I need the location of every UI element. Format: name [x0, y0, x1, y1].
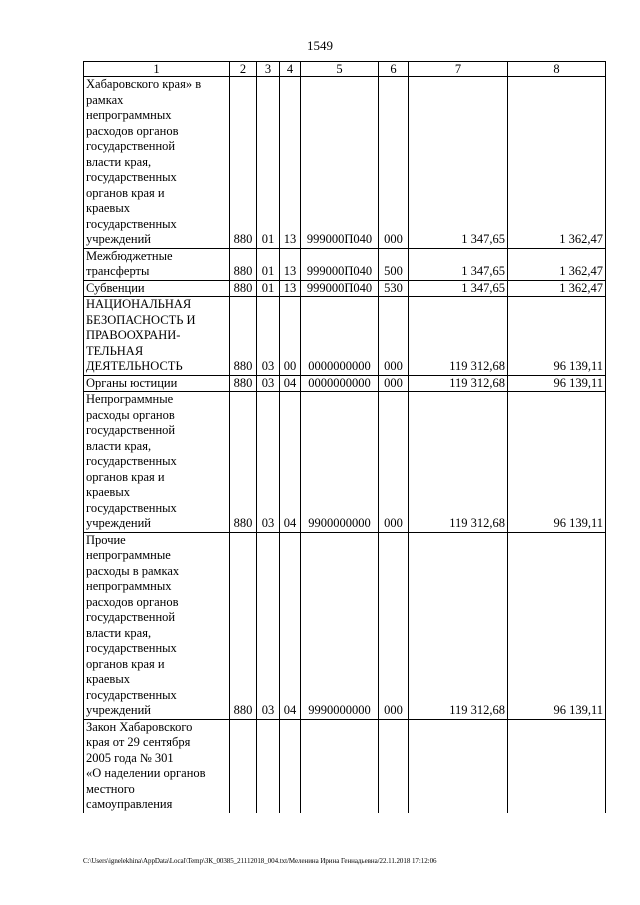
- table-row: [84, 77, 606, 249]
- item-name-line: краевых: [86, 485, 130, 499]
- item-name-line: учреждений: [86, 232, 151, 246]
- item-name-line: непрограммные: [86, 548, 171, 562]
- page-number: 1549: [307, 38, 333, 53]
- amount-year-1: 1 347,65: [409, 280, 508, 297]
- item-name-line: 2005 года № 301: [86, 750, 174, 765]
- budget-table: [83, 61, 606, 813]
- target-article-code: 9990000000: [301, 532, 379, 719]
- expense-type-code: [379, 719, 409, 813]
- item-name-line: расходов органов: [86, 594, 179, 609]
- subsection-code: 04: [280, 375, 301, 392]
- item-name-line: ТЕЛЬНАЯ: [86, 343, 144, 358]
- subsection-code: 13: [280, 248, 301, 280]
- amount-year-1: 119 312,68: [409, 392, 508, 533]
- target-article-code: 9900000000: [301, 392, 379, 533]
- item-name-line: расходы органов: [86, 407, 175, 422]
- chapter-code: 880: [230, 248, 257, 280]
- item-name: [84, 280, 230, 297]
- table-row: [84, 392, 606, 533]
- amount-year-1: 119 312,68: [409, 297, 508, 376]
- item-name-line: самоуправления: [86, 797, 173, 811]
- target-article-code: [301, 719, 379, 813]
- column-header-3: 3: [257, 62, 280, 77]
- item-name-line: государственной: [86, 610, 176, 624]
- item-name-line: государственных: [86, 170, 177, 184]
- expense-type-code: 000: [379, 297, 409, 376]
- item-name-line: государственных: [86, 687, 177, 702]
- amount-year-1: 119 312,68: [409, 532, 508, 719]
- chapter-code: 880: [230, 77, 257, 249]
- section-code: 01: [257, 77, 280, 249]
- item-name-line: ПРАВООХРАНИ-: [86, 328, 181, 342]
- item-name-line: Органы юстиции: [86, 375, 178, 390]
- column-header-6: 6: [379, 62, 409, 77]
- chapter-code: 880: [230, 392, 257, 533]
- table-row: [84, 532, 606, 719]
- item-name-line: Хабаровского края» в: [86, 77, 202, 91]
- amount-year-1: 1 347,65: [409, 248, 508, 280]
- table-row: [84, 280, 606, 297]
- table-header-row: [84, 62, 606, 77]
- item-name-line: власти края,: [86, 625, 152, 640]
- section-code: 03: [257, 297, 280, 376]
- item-name: [84, 532, 230, 719]
- item-name-line: Прочие: [86, 532, 126, 547]
- target-article-code: 999000П040: [301, 280, 379, 297]
- expense-type-code: 530: [379, 280, 409, 297]
- item-name-line: краевых: [86, 201, 130, 215]
- amount-year-2: 96 139,11: [508, 392, 606, 533]
- item-name-line: рамках: [86, 92, 124, 107]
- item-name-line: Непрограммные: [86, 392, 174, 406]
- amount-year-2: 1 362,47: [508, 77, 606, 249]
- section-code: [257, 719, 280, 813]
- expense-type-code: 000: [379, 392, 409, 533]
- item-name-line: органов края и: [86, 656, 165, 671]
- subsection-code: [280, 719, 301, 813]
- chapter-code: 880: [230, 297, 257, 376]
- target-article-code: 999000П040: [301, 77, 379, 249]
- column-header-4: 4: [280, 62, 301, 77]
- target-article-code: 0000000000: [301, 297, 379, 376]
- item-name: [84, 375, 230, 392]
- expense-type-code: 000: [379, 375, 409, 392]
- subsection-code: 13: [280, 280, 301, 297]
- item-name-line: непрограммных: [86, 579, 172, 593]
- item-name-line: расходы в рамках: [86, 563, 180, 578]
- subsection-code: 00: [280, 297, 301, 376]
- item-name: [84, 719, 230, 813]
- item-name-line: государственных: [86, 641, 177, 655]
- item-name-line: НАЦИОНАЛЬНАЯ: [86, 297, 192, 311]
- item-name-line: местного: [86, 781, 135, 796]
- amount-year-2: 1 362,47: [508, 248, 606, 280]
- item-name-line: трансферты: [86, 264, 150, 278]
- chapter-code: 880: [230, 280, 257, 297]
- column-header-1: 1: [84, 62, 230, 77]
- item-name-line: БЕЗОПАСНОСТЬ И: [86, 312, 196, 327]
- item-name-line: непрограммных: [86, 108, 172, 122]
- item-name: [84, 392, 230, 533]
- subsection-code: 13: [280, 77, 301, 249]
- subsection-code: 04: [280, 532, 301, 719]
- table-row: [84, 248, 606, 280]
- expense-type-code: 000: [379, 77, 409, 249]
- item-name-line: Закон Хабаровского: [86, 719, 193, 734]
- column-header-5: 5: [301, 62, 379, 77]
- item-name-line: Субвенции: [86, 280, 145, 295]
- item-name-line: государственных: [86, 216, 177, 231]
- amount-year-2: 1 362,47: [508, 280, 606, 297]
- table-row: [84, 297, 606, 376]
- expense-type-code: 000: [379, 532, 409, 719]
- item-name-line: государственных: [86, 500, 177, 515]
- amount-year-1: 119 312,68: [409, 375, 508, 392]
- item-name-line: ДЕЯТЕЛЬНОСТЬ: [86, 359, 183, 373]
- chapter-code: 880: [230, 375, 257, 392]
- item-name-line: государственной: [86, 423, 176, 437]
- file-path-footer: C:\Users\ignelekhina\AppData\Local\Temp\ЗК_00385_21112018_004.txt/Меленина Ирина Геннадьевна/22.11.2018 17:12:06: [83, 857, 437, 865]
- column-header-8: 8: [508, 62, 606, 77]
- target-article-code: 999000П040: [301, 248, 379, 280]
- item-name-line: «О наделении органов: [86, 766, 206, 780]
- item-name: [84, 248, 230, 280]
- item-name: [84, 77, 230, 249]
- target-article-code: 0000000000: [301, 375, 379, 392]
- chapter-code: 880: [230, 532, 257, 719]
- section-code: 01: [257, 248, 280, 280]
- amount-year-2: 96 139,11: [508, 532, 606, 719]
- section-code: 03: [257, 532, 280, 719]
- item-name-line: края от 29 сентября: [86, 735, 191, 749]
- item-name-line: государственной: [86, 139, 176, 153]
- table-row: [84, 719, 606, 813]
- amount-year-2: 96 139,11: [508, 375, 606, 392]
- chapter-code: [230, 719, 257, 813]
- amount-year-2: [508, 719, 606, 813]
- amount-year-2: 96 139,11: [508, 297, 606, 376]
- subsection-code: 04: [280, 392, 301, 533]
- item-name-line: учреждений: [86, 516, 151, 530]
- section-code: 01: [257, 280, 280, 297]
- table-row: [84, 375, 606, 392]
- section-code: 03: [257, 392, 280, 533]
- item-name-line: учреждений: [86, 703, 151, 717]
- item-name-line: расходов органов: [86, 123, 179, 138]
- amount-year-1: [409, 719, 508, 813]
- item-name-line: власти края,: [86, 438, 152, 453]
- item-name-line: государственных: [86, 454, 177, 468]
- column-header-2: 2: [230, 62, 257, 77]
- item-name-line: краевых: [86, 672, 130, 686]
- expense-type-code: 500: [379, 248, 409, 280]
- section-code: 03: [257, 375, 280, 392]
- item-name-line: органов края и: [86, 469, 165, 484]
- column-header-7: 7: [409, 62, 508, 77]
- item-name-line: власти края,: [86, 154, 152, 169]
- amount-year-1: 1 347,65: [409, 77, 508, 249]
- item-name-line: органов края и: [86, 185, 165, 200]
- item-name-line: Межбюджетные: [86, 248, 173, 263]
- item-name: [84, 297, 230, 376]
